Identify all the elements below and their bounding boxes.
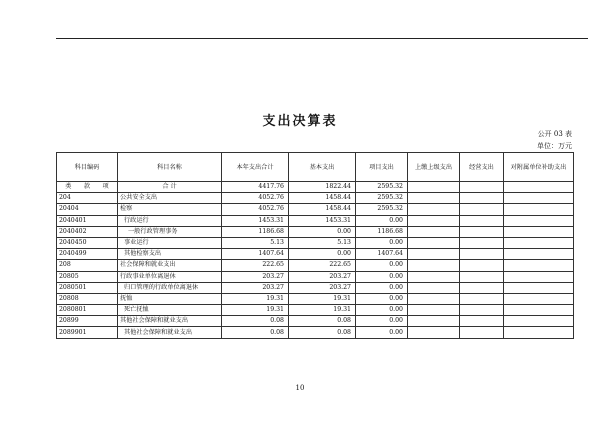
header-row xyxy=(57,153,574,182)
row-upper xyxy=(408,316,460,327)
row-total: 19.31 xyxy=(222,305,289,316)
row-operating xyxy=(460,293,504,304)
row-name: 一般行政管理事务 xyxy=(118,226,222,237)
row-operating xyxy=(460,249,504,260)
total-sum: 4417.76 xyxy=(222,182,289,193)
row-total: 19.31 xyxy=(222,293,289,304)
row-code: 2040401 xyxy=(57,215,118,226)
table-row xyxy=(57,327,574,338)
row-operating xyxy=(460,305,504,316)
row-project: 0.00 xyxy=(356,271,408,282)
row-name: 抚恤 xyxy=(118,293,222,304)
row-name: 公共安全支出 xyxy=(118,193,222,204)
row-total: 0.08 xyxy=(222,327,289,338)
table-row xyxy=(57,193,574,204)
row-upper xyxy=(408,226,460,237)
row-upper xyxy=(408,271,460,282)
row-subsidy xyxy=(504,237,574,248)
row-total: 1186.68 xyxy=(222,226,289,237)
row-basic: 1458.44 xyxy=(289,193,356,204)
row-operating xyxy=(460,260,504,271)
row-code: 2089901 xyxy=(57,327,118,338)
row-basic: 1453.31 xyxy=(289,215,356,226)
col-subsidy: 对附属单位补助支出 xyxy=(504,153,574,182)
row-name: 行政运行 xyxy=(118,215,222,226)
row-operating xyxy=(460,271,504,282)
row-code: 204 xyxy=(57,193,118,204)
row-name: 其他社会保障和就业支出 xyxy=(118,327,222,338)
total-project: 2595.32 xyxy=(356,182,408,193)
row-subsidy xyxy=(504,249,574,260)
row-basic: 222.65 xyxy=(289,260,356,271)
row-name: 行政事业单位离退休 xyxy=(118,271,222,282)
row-code: 208 xyxy=(57,260,118,271)
row-upper xyxy=(408,237,460,248)
total-row xyxy=(57,182,574,193)
row-operating xyxy=(460,282,504,293)
row-subsidy xyxy=(504,193,574,204)
row-subsidy xyxy=(504,260,574,271)
unit-label: 单位：万元 xyxy=(537,142,572,150)
header-rule xyxy=(56,38,588,39)
row-subsidy xyxy=(504,305,574,316)
form-number: 公开 03 表 xyxy=(537,130,572,138)
table-row xyxy=(57,215,574,226)
row-project: 0.00 xyxy=(356,237,408,248)
col-project: 项目支出 xyxy=(356,153,408,182)
row-code: 20404 xyxy=(57,204,118,215)
table-row xyxy=(57,271,574,282)
row-basic: 0.08 xyxy=(289,327,356,338)
col-name: 科目名称 xyxy=(118,153,222,182)
row-code: 20808 xyxy=(57,293,118,304)
row-basic: 19.31 xyxy=(289,305,356,316)
row-code: 2080501 xyxy=(57,282,118,293)
row-name: 其他社会保障和就业支出 xyxy=(118,316,222,327)
row-upper xyxy=(408,293,460,304)
class-kuan: 款 xyxy=(83,183,91,191)
row-project: 1407.64 xyxy=(356,249,408,260)
row-code: 20899 xyxy=(57,316,118,327)
table-row xyxy=(57,293,574,304)
col-basic: 基本支出 xyxy=(289,153,356,182)
row-name: 事业运行 xyxy=(118,237,222,248)
total-subsidy xyxy=(504,182,574,193)
row-project: 0.00 xyxy=(356,260,408,271)
row-project: 0.00 xyxy=(356,215,408,226)
row-upper xyxy=(408,215,460,226)
row-subsidy xyxy=(504,215,574,226)
row-operating xyxy=(460,327,504,338)
col-total: 本年支出合计 xyxy=(222,153,289,182)
total-basic: 1822.44 xyxy=(289,182,356,193)
row-code: 2040402 xyxy=(57,226,118,237)
row-subsidy xyxy=(504,204,574,215)
row-upper xyxy=(408,282,460,293)
row-subsidy xyxy=(504,293,574,304)
row-basic: 0.00 xyxy=(289,249,356,260)
row-name: 社会保障和就业支出 xyxy=(118,260,222,271)
row-operating xyxy=(460,193,504,204)
table-row xyxy=(57,226,574,237)
total-upper xyxy=(408,182,460,193)
row-operating xyxy=(460,215,504,226)
row-total: 0.08 xyxy=(222,316,289,327)
table-row xyxy=(57,260,574,271)
row-upper xyxy=(408,249,460,260)
table-row xyxy=(57,305,574,316)
row-upper xyxy=(408,204,460,215)
row-project: 2595.32 xyxy=(356,193,408,204)
class-xiang: 项 xyxy=(102,183,109,191)
row-code: 2040450 xyxy=(57,237,118,248)
row-code: 20805 xyxy=(57,271,118,282)
row-total: 4052.76 xyxy=(222,193,289,204)
row-basic: 5.13 xyxy=(289,237,356,248)
row-basic: 0.08 xyxy=(289,316,356,327)
row-name: 死亡抚恤 xyxy=(118,305,222,316)
row-basic: 1458.44 xyxy=(289,204,356,215)
table-row xyxy=(57,237,574,248)
row-operating xyxy=(460,237,504,248)
row-subsidy xyxy=(504,271,574,282)
row-subsidy xyxy=(504,282,574,293)
row-code: 2040499 xyxy=(57,249,118,260)
row-total: 4052.76 xyxy=(222,204,289,215)
row-operating xyxy=(460,204,504,215)
page-number: 10 xyxy=(295,384,305,392)
row-name: 其他检察支出 xyxy=(118,249,222,260)
class-lei: 类 xyxy=(65,183,72,191)
total-operating xyxy=(460,182,504,193)
row-project: 2595.32 xyxy=(356,204,408,215)
row-total: 1407.64 xyxy=(222,249,289,260)
row-project: 0.00 xyxy=(356,327,408,338)
row-total: 1453.31 xyxy=(222,215,289,226)
col-upper: 上缴上级支出 xyxy=(408,153,460,182)
row-basic: 19.31 xyxy=(289,293,356,304)
col-code: 科目编码 xyxy=(57,153,118,182)
row-operating xyxy=(460,226,504,237)
row-code: 2080801 xyxy=(57,305,118,316)
row-name: 归口管理的行政单位离退休 xyxy=(118,282,222,293)
row-operating xyxy=(460,316,504,327)
row-project: 0.00 xyxy=(356,305,408,316)
row-total: 203.27 xyxy=(222,271,289,282)
row-upper xyxy=(408,193,460,204)
row-project: 0.00 xyxy=(356,282,408,293)
row-basic: 203.27 xyxy=(289,271,356,282)
table-row xyxy=(57,282,574,293)
row-total: 203.27 xyxy=(222,282,289,293)
row-basic: 203.27 xyxy=(289,282,356,293)
row-basic: 0.00 xyxy=(289,226,356,237)
row-upper xyxy=(408,305,460,316)
row-subsidy xyxy=(504,327,574,338)
total-label: 合 计 xyxy=(118,182,222,193)
row-project: 0.00 xyxy=(356,316,408,327)
table-row xyxy=(57,204,574,215)
col-operating: 经营支出 xyxy=(460,153,504,182)
row-project: 1186.68 xyxy=(356,226,408,237)
row-subsidy xyxy=(504,226,574,237)
table-row xyxy=(57,316,574,327)
row-total: 5.13 xyxy=(222,237,289,248)
table-row xyxy=(57,249,574,260)
page-title: 支出决算表 xyxy=(262,114,338,129)
expenditure-table xyxy=(56,152,574,339)
row-name: 检察 xyxy=(118,204,222,215)
row-project: 0.00 xyxy=(356,293,408,304)
row-subsidy xyxy=(504,316,574,327)
class-header-cell xyxy=(57,182,118,193)
row-upper xyxy=(408,260,460,271)
row-total: 222.65 xyxy=(222,260,289,271)
row-upper xyxy=(408,327,460,338)
